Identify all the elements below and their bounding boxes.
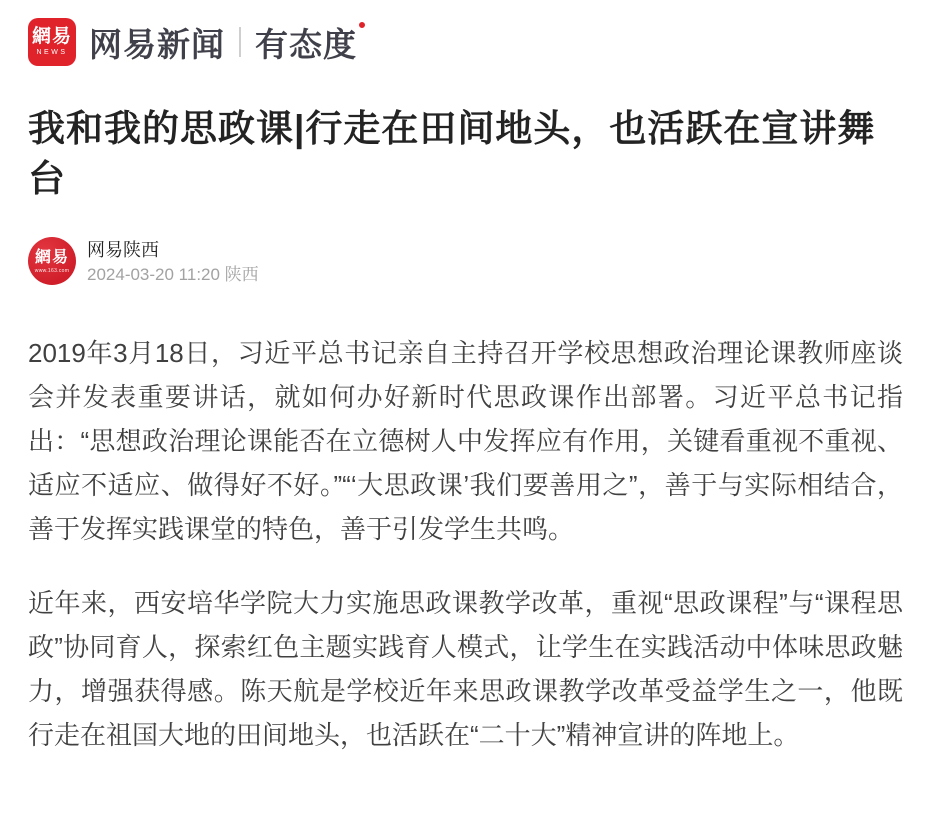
slogan-text: 有态度 [255,25,357,63]
avatar-chinese-text: 網易 [34,248,69,266]
article-body [28,331,903,757]
news-article-page [0,18,930,757]
brand-wordmark[interactable]: 网易新闻 [89,25,225,63]
degree-badge-icon [359,22,365,28]
brand-divider [239,27,241,57]
publish-time-and-location: 2024-03-20 11:20 陕西 [87,264,259,284]
netease-news-app-logo-icon[interactable] [28,18,76,66]
article-title: 我和我的思政课|行走在田间地头，也活跃在宣讲舞台 [28,108,876,199]
avatar-url-text: www.163.com [34,267,70,274]
author-info [87,239,259,284]
author-avatar[interactable] [28,237,76,285]
author-row [28,237,903,285]
logo-news-text: NEWS [36,49,68,56]
brand-slogan [255,19,365,66]
logo-chinese-text: 網易 [31,26,72,47]
author-name[interactable]: 网易陕西 [87,239,159,260]
article-paragraph: 近年来，西安培华学院大力实施思政课教学改革，重视“思政课程”与“课程思政”协同育人，探索红色主题实践育人模式，让学生在实践活动中体味思政魅力，增强获得感。陈天航是学校近年来思政课教学改革受益学生之一，他既行走在祖国大地的田间地头，也活跃在“二十大”精神宣讲的阵地上。 [28,588,903,750]
article-paragraph: 2019年3月18日，习近平总书记亲自主持召开学校思想政治理论课教师座谈会并发表重要讲话，就如何办好新时代思政课作出部署。习近平总书记指出：“思想政治理论课能否在立德树人中发挥应有作用，关键看重视不重视、适应不适应、做得好不好。”“‘大思政课’我们要善用之”，善于与实际相结合，善于发挥实践课堂的特色，善于引发学生共鸣。 [28,338,903,544]
site-header [28,18,903,66]
